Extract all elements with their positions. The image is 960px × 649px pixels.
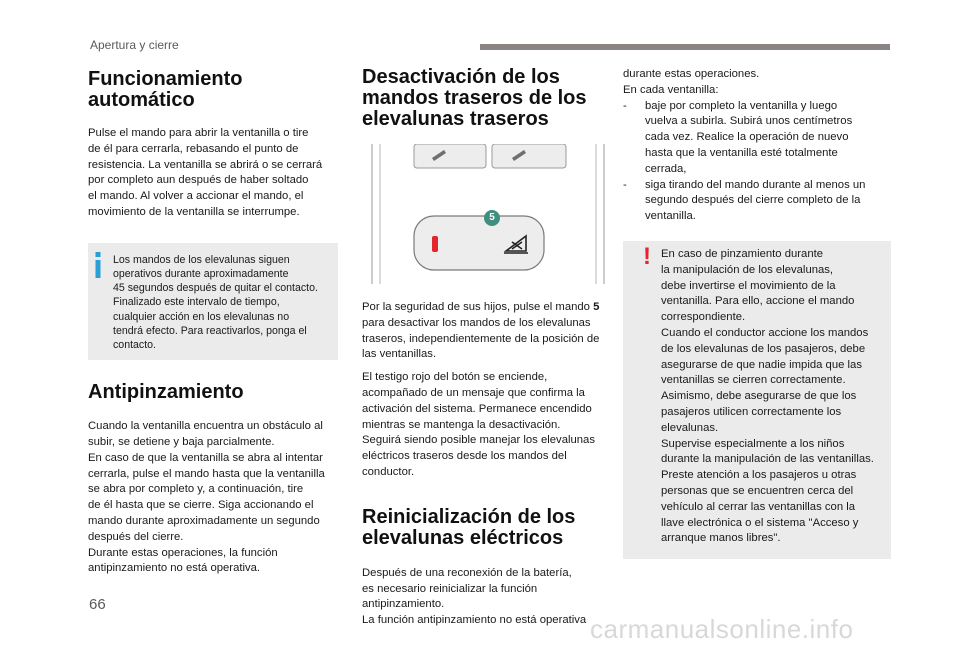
paragraph-anti-pinch: Cuando la ventanilla encuentra un obstáculo al subir, se detiene y baja parcialmente. En caso de que la ventanilla se abra al intentar cerrarla, pulse el mando hasta que la ventanilla se abra por completo y, a continuación, tire de él hasta que se cierre. Siga accionando el mando durante aproximadamente un segundo después del cierre. Durante estas operaciones, la función antipinzamiento no está operativa.	[88, 420, 325, 575]
paragraph-indicator: El testigo rojo del botón se enciende, acompañado de un mensaje que confirma la activación del sistema. Permanece encendido mientras se mantenga la desactivación. Seguirá siendo posible manejar los elevalunas eléctricos traseros desde los mandos del conductor.	[362, 371, 595, 478]
watermark: carmanualsonline.info	[590, 614, 854, 644]
steps-list	[623, 99, 891, 225]
page-number: 66	[89, 596, 106, 613]
header-rule	[480, 44, 890, 50]
deactivation-text-b: para desactivar los mandos de los elevalunas traseros, independientemente de la posición de las ventanillas.	[362, 316, 600, 361]
list-item: - baje por completo la ventanilla y luego vuelva a subirla. Subirá unos centímetros cada vez. Realice la operación de nuevo hasta que la ventanilla esté totalmente cerrada,	[623, 99, 853, 175]
paragraph-deactivation	[362, 300, 614, 363]
column-right	[623, 67, 891, 559]
warning-icon: !	[643, 242, 651, 270]
window-lock-button-icon	[501, 233, 531, 255]
deactivation-text-a: Por la seguridad de sus hijos, pulse el mando	[362, 301, 594, 313]
column-middle	[362, 60, 614, 629]
paragraph-continuation: durante estas operaciones. En cada ventanilla:	[623, 68, 760, 96]
info-box	[88, 243, 338, 360]
paragraph-reinitialization: Después de una reconexión de la batería, es necesario reinicializar la función antipinzamiento. La función antipinzamiento no está operativa	[362, 566, 587, 627]
heading-deactivation: Desactivación de los mandos traseros de los elevalunas traseros	[362, 66, 587, 130]
heading-automatic-operation: Funcionamiento automático	[88, 68, 243, 111]
heading-reinitialization: Reinicialización de los elevalunas eléctricos	[362, 505, 576, 549]
warning-box	[623, 241, 891, 559]
control-number: 5	[593, 301, 600, 313]
list-item: - siga tirando del mando durante al menos un segundo después del cierre completo de la ventanilla.	[623, 178, 866, 223]
paragraph-automatic-operation: Pulse el mando para abrir la ventanilla o tire de él para cerrarla, rebasando el punto de resistencia. La ventanilla se abrirá o se cerrará por completo aun después de haber soltado el mando. Al volver a accionar el mando, el movimiento de la ventanilla se interrumpe.	[88, 127, 323, 218]
heading-anti-pinch: Antipinzamiento	[88, 381, 244, 404]
rear-window-lock-figure	[362, 144, 614, 292]
callout-5: 5	[484, 210, 500, 226]
info-icon	[94, 252, 102, 278]
info-text: Los mandos de los elevalunas siguen operativos durante aproximadamente 45 segundos después de quitar el contacto. Finalizado este intervalo de tiempo, cualquier acción en los elevalunas no tendrá efecto. Para reactivarlos, ponga el contacto.	[113, 253, 318, 351]
section-title: Apertura y cierre	[90, 38, 179, 52]
column-left	[88, 60, 338, 577]
warning-text: En caso de pinzamiento durante la manipulación de los elevalunas, debe invertirse el movimiento de la ventanilla. Para ello, accione el mando correspondiente. Cuando el conductor accione los mandos de los elevalunas de los pasajeros, debe asegurarse de que nadie impida que las ventanillas se cierren correctamente. Asimismo, debe asegurarse de que los pasajeros utilicen correctamente los elevalunas. Supervise especialmente a los niños durante la manipulación de las ventanillas. Preste atención a los pasajeros u otras personas que se encuentren cerca del vehículo al cerrar las ventanillas con la llave electrónica o el sistema "Acceso y arranque manos libres".	[661, 247, 874, 545]
